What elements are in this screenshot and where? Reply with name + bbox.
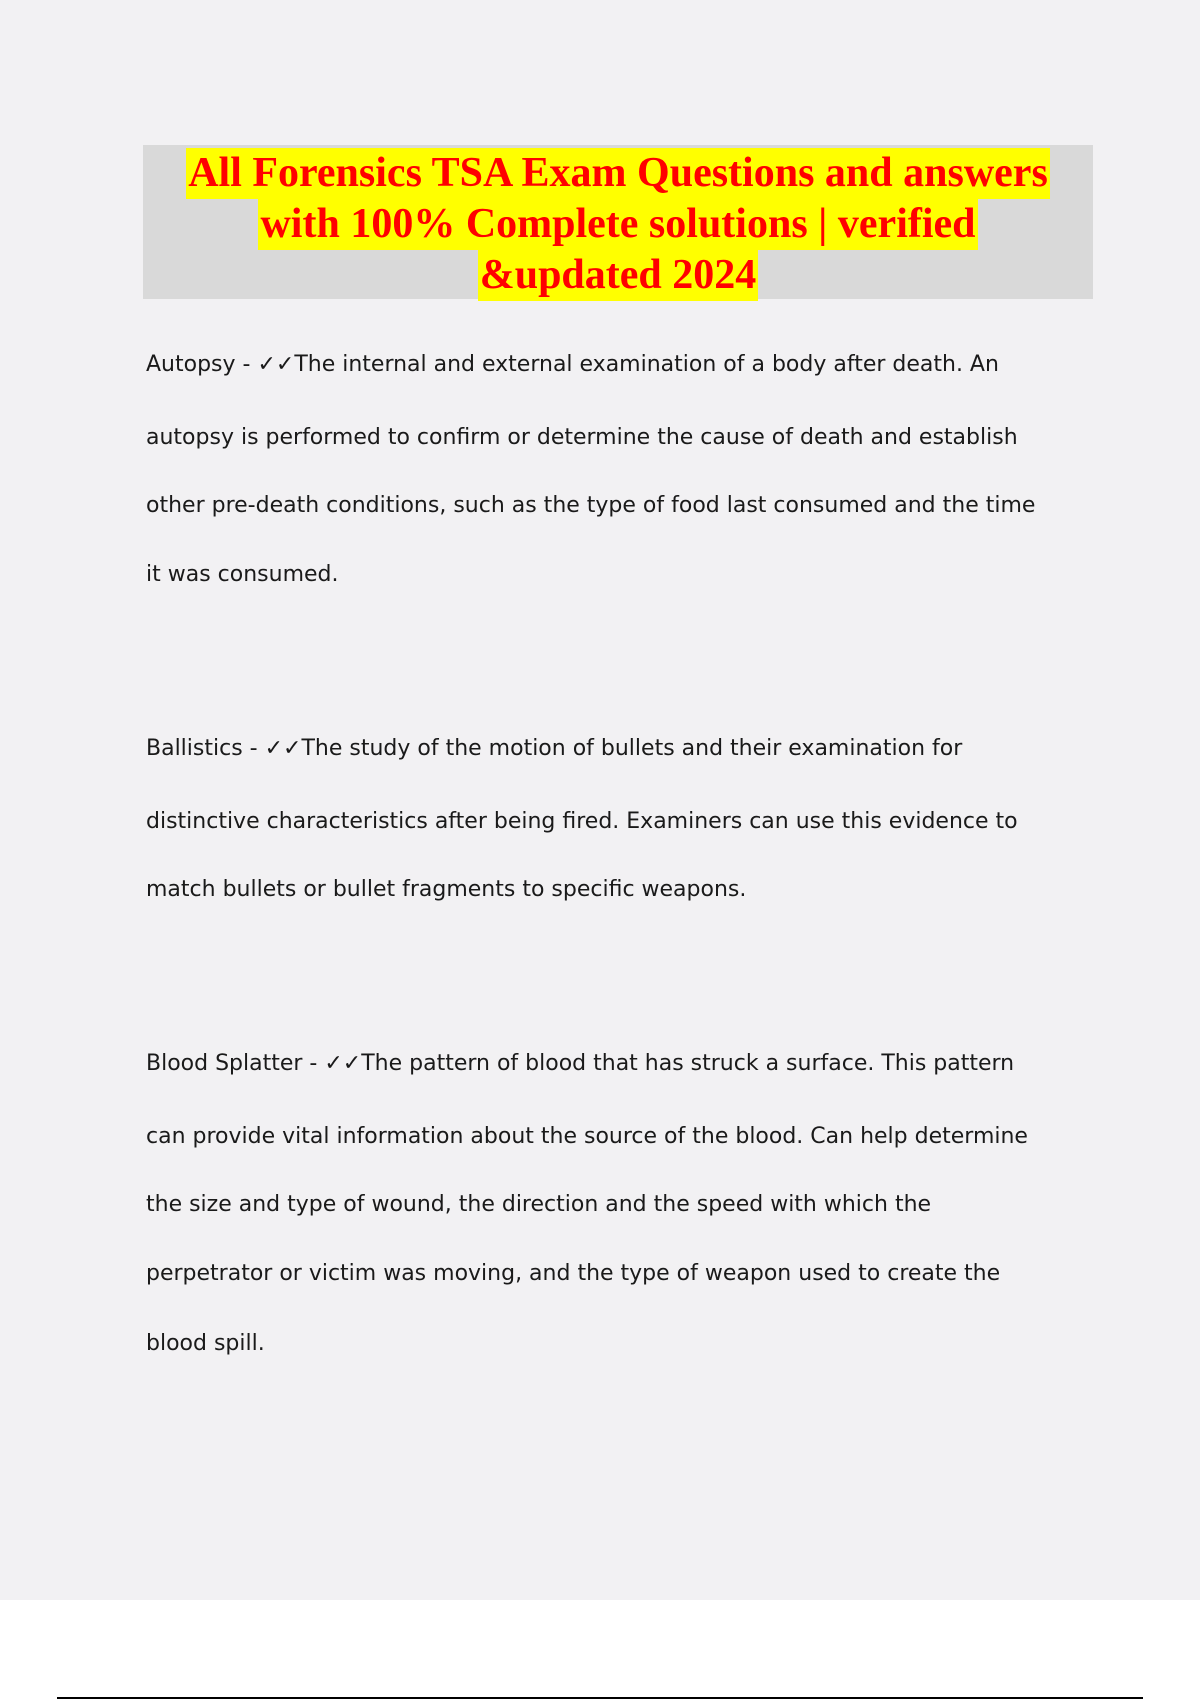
entry-line: can provide vital information about the source of the blood. Can help determine: [146, 1124, 1028, 1149]
entry-line: perpetrator or victim was moving, and the type of weapon used to create the: [146, 1261, 1001, 1286]
footer-divider: [57, 1697, 1143, 1699]
entry-line: Autopsy - ✓✓The internal and external examination of a body after death. An: [146, 352, 999, 377]
entry-line: other pre-death conditions, such as the type of food last consumed and the time: [146, 493, 1036, 518]
entry-line: distinctive characteristics after being fired. Examiners can use this evidence to: [146, 809, 1018, 834]
entry-line: blood spill.: [146, 1331, 265, 1356]
entry-line: Ballistics - ✓✓The study of the motion of bullets and their examination for: [146, 736, 963, 761]
document-title-line-2: with 100% Complete solutions | verified: [258, 199, 977, 250]
entry-line: autopsy is performed to confirm or determine the cause of death and establish: [146, 425, 1018, 450]
entry-line: Blood Splatter - ✓✓The pattern of blood that has struck a surface. This pattern: [146, 1051, 1015, 1076]
document-title-line-3: &updated 2024: [478, 250, 759, 301]
document-title-box: [143, 145, 1093, 299]
entry-line: it was consumed.: [146, 562, 339, 587]
entry-line: the size and type of wound, the direction and the speed with which the: [146, 1192, 932, 1217]
page-footer-area: [0, 1600, 1200, 1700]
document-title-line-1: All Forensics TSA Exam Questions and answers: [186, 148, 1050, 199]
entry-line: match bullets or bullet fragments to specific weapons.: [146, 877, 747, 902]
